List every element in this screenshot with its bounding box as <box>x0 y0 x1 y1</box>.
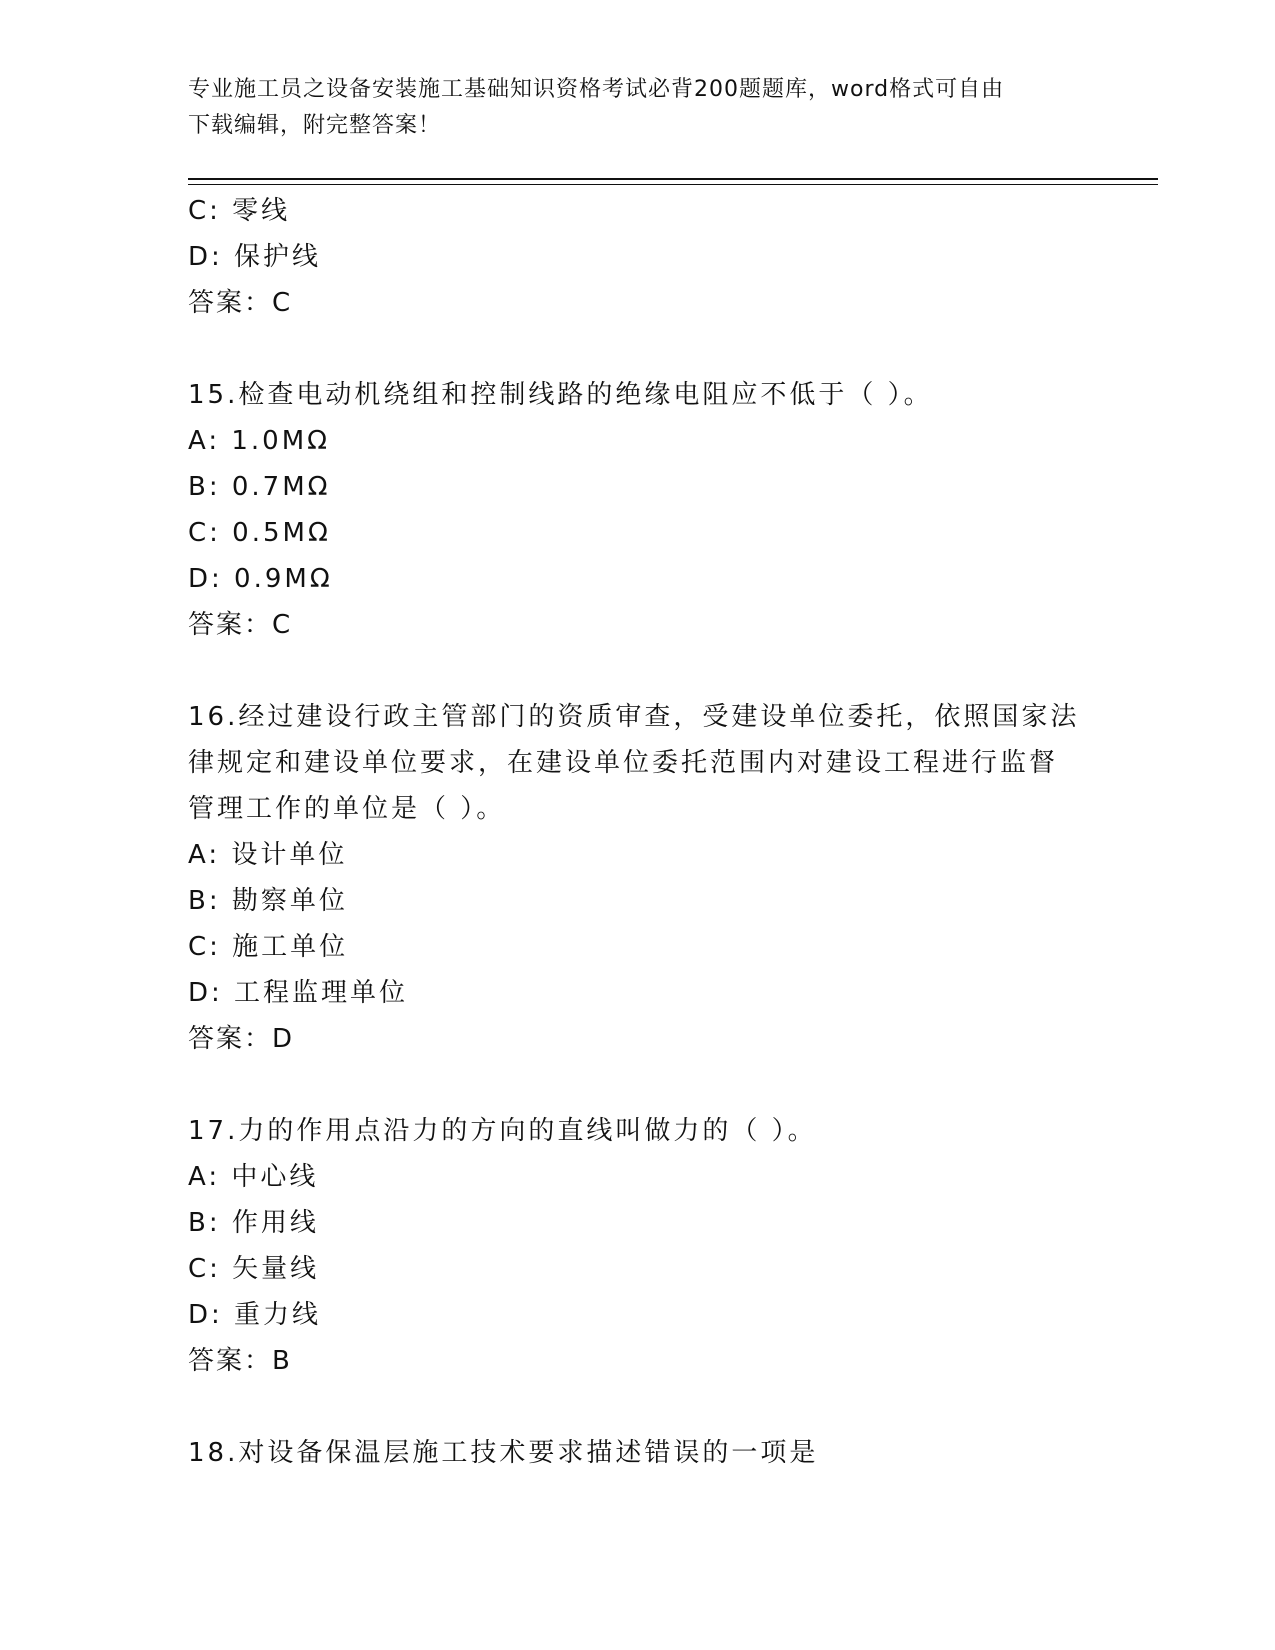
header-divider-thick <box>188 178 1158 180</box>
option-c: C: 矢量线 <box>188 1254 320 1284</box>
header-divider-thin <box>188 184 1158 185</box>
question-stem-line-1: 16.经过建设行政主管部门的资质审查，受建设单位委托，依照国家法 <box>188 702 1080 732</box>
option-d: D: 重力线 <box>188 1300 322 1330</box>
question-16 <box>188 694 1088 1062</box>
option-c: C: 0.5MΩ <box>188 518 331 548</box>
answer: 答案：D <box>188 1024 295 1054</box>
option-d: D: 工程监理单位 <box>188 978 409 1008</box>
header-line-2: 下载编辑，附完整答案！ <box>188 113 442 138</box>
option-b: B: 勘察单位 <box>188 886 348 916</box>
document-header <box>188 72 1088 144</box>
answer: 答案：C <box>188 288 293 318</box>
answer: 答案：B <box>188 1346 292 1376</box>
header-line-1: 专业施工员之设备安装施工基础知识资格考试必背200题题库，word格式可自由 <box>188 77 1005 102</box>
option-a: A: 1.0MΩ <box>188 426 331 456</box>
question-15 <box>188 372 1088 648</box>
option-c: C: 零线 <box>188 196 291 226</box>
question-list <box>188 188 1088 1476</box>
question-stem: 17.力的作用点沿力的方向的直线叫做力的（ ）。 <box>188 1116 817 1146</box>
option-a: A: 设计单位 <box>188 840 348 870</box>
question-stem: 15.检查电动机绕组和控制线路的绝缘电阻应不低于（ ）。 <box>188 380 933 410</box>
option-c: C: 施工单位 <box>188 932 349 962</box>
question-prev <box>188 188 1088 326</box>
question-stem-line-2: 律规定和建设单位要求，在建设单位委托范围内对建设工程进行监督 <box>188 748 1059 778</box>
option-b: B: 作用线 <box>188 1208 319 1238</box>
answer: 答案：C <box>188 610 293 640</box>
option-b: B: 0.7MΩ <box>188 472 331 502</box>
question-stem-line-3: 管理工作的单位是（ ）。 <box>188 794 506 824</box>
question-stem: 18.对设备保温层施工技术要求描述错误的一项是 <box>188 1438 819 1468</box>
option-a: A: 中心线 <box>188 1162 319 1192</box>
question-18 <box>188 1430 1088 1476</box>
option-d: D: 0.9MΩ <box>188 564 333 594</box>
option-d: D: 保护线 <box>188 242 322 272</box>
question-17 <box>188 1108 1088 1384</box>
